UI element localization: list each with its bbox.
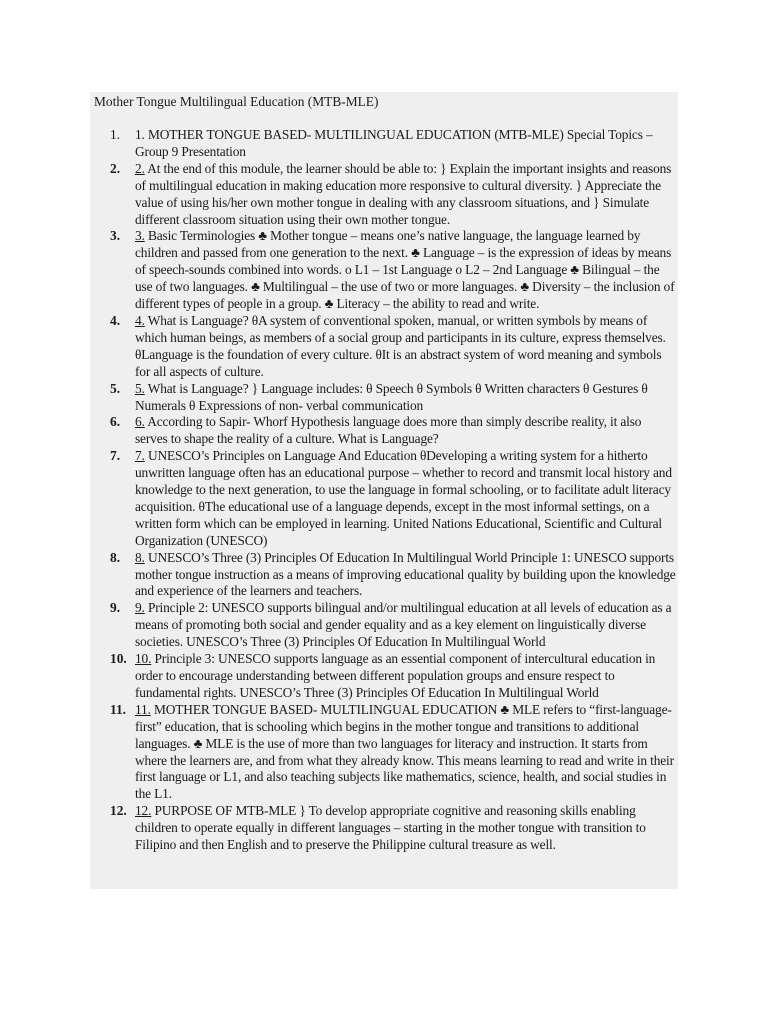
item-body: What is Language? } Language includes: θ Speech θ Symbols θ Written characters θ Gestures θ Numerals θ Expressions of non- verbal communication (135, 380, 648, 413)
item-number: 10. (110, 651, 127, 667)
item-text (135, 414, 676, 448)
item-body: MOTHER TONGUE BASED- MULTILINGUAL EDUCATION ♣ MLE refers to “first-language-first” education, that is schooling which begins in the mother tongue and transitions to additional languages. ♣ MLE is the use of more than two languages for literacy and instruction. It starts from where the learners are, and from what they already know. This means learning to read and write in their first language or L1, and also teaching subjects like mathematics, science, health, and social studies in the L1. (135, 701, 674, 802)
item-link[interactable]: 12. (135, 803, 152, 819)
item-text (135, 228, 676, 313)
item-link[interactable]: 6. (135, 414, 145, 430)
item-text (135, 448, 676, 549)
item-link[interactable]: 11. (135, 701, 151, 717)
list-item (0, 414, 768, 448)
item-link[interactable]: 8. (135, 549, 145, 565)
item-number: 5. (110, 380, 121, 396)
item-link[interactable]: 5. (135, 380, 145, 396)
item-link[interactable]: 10. (135, 651, 152, 667)
item-text (135, 702, 676, 803)
item-number: 9. (110, 600, 121, 616)
item-link[interactable]: 3. (135, 228, 145, 244)
slide-list (0, 127, 768, 854)
list-item (0, 313, 768, 381)
item-body: Basic Terminologies ♣ Mother tongue – means one’s native language, the language learned by children and passed from one generation to the next. ♣ Language – is the expression of ideas by means of speech-sounds combined into words. o L1 – 1st Language o L2 – 2nd Language ♣ Bilingual – the use of two languages. ♣ Multilingual – the use of two or more languages. ♣ Diversity – the inclusion of different types of people in a group. ♣ Literacy – the ability to read and write. (135, 228, 675, 312)
list-item (0, 803, 768, 854)
item-body: What is Language? θA system of conventional spoken, manual, or written symbols by means of which human beings, as members of a social group and participants in its culture, express themselves. θLanguage is the foundation of every culture. θIt is an abstract system of word meaning and symbols for all aspects of culture. (135, 312, 666, 379)
list-item (0, 600, 768, 651)
item-body: Principle 3: UNESCO supports language as an essential component of intercultural education in order to encourage understanding between different population groups and ensure respect to fundamental rights. UNESCO’s Three (3) Principles Of Education In Multilingual World (135, 651, 656, 700)
item-number: 3. (110, 228, 121, 244)
item-number: 8. (110, 549, 121, 565)
item-number: 4. (110, 312, 121, 328)
list-item (0, 550, 768, 601)
item-number: 1. (110, 127, 121, 142)
item-number: 11. (110, 701, 126, 717)
item-number: 12. (110, 803, 127, 819)
item-number: 2. (110, 160, 121, 176)
item-link[interactable]: 7. (135, 448, 145, 464)
item-text (135, 313, 676, 381)
list-item (0, 161, 768, 229)
list-item (0, 228, 768, 313)
item-body: Principle 2: UNESCO supports bilingual and/or multilingual education at all levels of education as a means of promoting both social and gender equality and as a key element on linguistically diverse societies. UNESCO’s Three (3) Principles Of Education In Multilingual World (135, 600, 672, 650)
list-item (0, 381, 768, 415)
list-item (0, 702, 768, 803)
item-link[interactable]: 9. (135, 600, 145, 616)
item-link[interactable]: 2. (135, 160, 145, 176)
item-body: At the end of this module, the learner should be able to: } Explain the important insights and reasons of multilingual education in making education more responsive to cultural diversity. } Appreciate the value of using his/her own mother tongue in dealing with any classroom situations, and } Simulate different classroom situation using their own mother tongue. (135, 160, 672, 227)
item-body: UNESCO’s Three (3) Principles Of Education In Multilingual World Principle 1: UNESCO supports mother tongue instruction as a means of improving educational quality by building upon the knowledge and experience of the learners and teachers. (135, 549, 676, 599)
item-text (135, 600, 676, 651)
item-number: 6. (110, 414, 121, 430)
item-body: PURPOSE OF MTB-MLE } To develop appropriate cognitive and reasoning skills enabling children to operate equally in different languages – starting in the mother tongue with transition to Filipino and then English and to preserve the Philippine cultural treasure as well. (135, 803, 646, 853)
item-text (135, 381, 676, 415)
list-item (0, 448, 768, 549)
item-body: UNESCO’s Principles on Language And Education θDeveloping a writing system for a hitherto unwritten language often has an educational purpose – whether to record and transmit local history and knowledge to the next generation, to use the language in formal schooling, or to facilitate adult literacy acquisition. θThe educational use of a language depends, except in the most informal settings, on a written form which can be employed in learning. United Nations Educational, Scientific and Cultural Organization (UNESCO) (135, 448, 672, 548)
item-text (135, 161, 676, 229)
item-link[interactable]: 4. (135, 312, 145, 328)
document-title: Mother Tongue Multilingual Education (MTB-MLE) (94, 94, 379, 109)
item-text (135, 550, 676, 601)
item-body: 1. MOTHER TONGUE BASED- MULTILINGUAL EDUCATION (MTB-MLE) Special Topics – Group 9 Presentation (135, 127, 653, 159)
item-text (135, 651, 676, 702)
list-item (0, 127, 768, 161)
item-body: According to Sapir- Whorf Hypothesis language does more than simply describe reality, it also serves to shape the reality of a culture. What is Language? (135, 414, 642, 447)
list-item (0, 651, 768, 702)
item-text (135, 127, 676, 161)
item-number: 7. (110, 448, 121, 464)
item-text (135, 803, 676, 854)
